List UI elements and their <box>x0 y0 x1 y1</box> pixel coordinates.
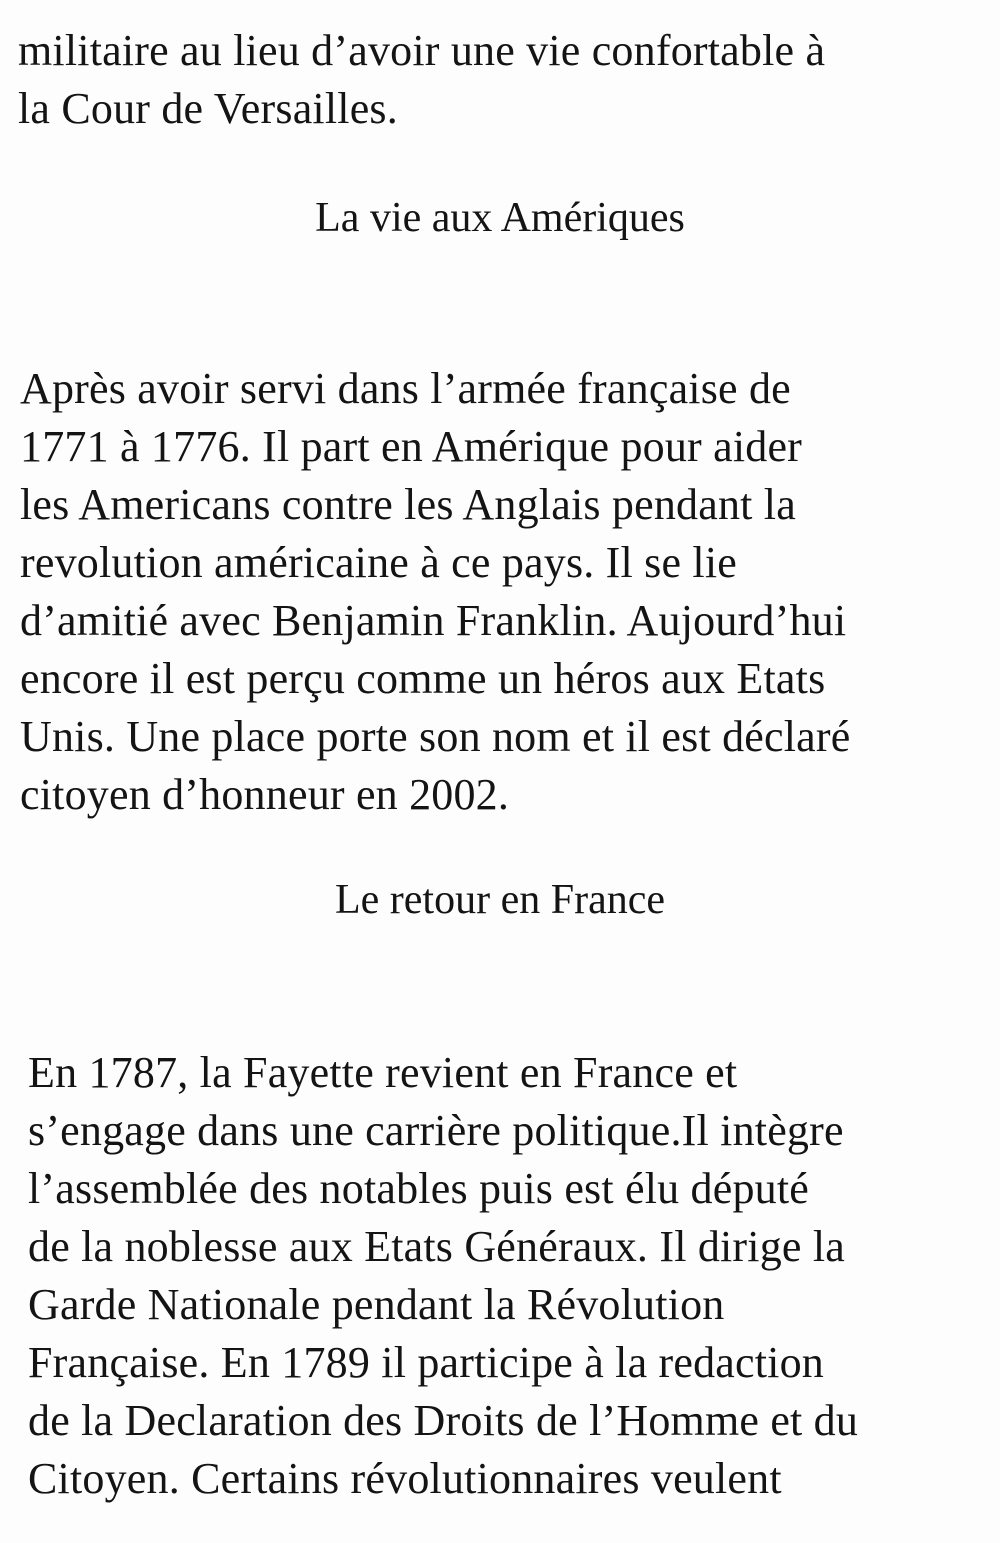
paragraph-line: Unis. Une place porte son nom et il est déclaré <box>20 712 851 761</box>
paragraph-line: Garde Nationale pendant la Révolution <box>28 1280 725 1329</box>
paragraph-line: de la noblesse aux Etats Généraux. Il dirige la <box>28 1222 845 1271</box>
paragraph-line: Citoyen. Certains révolutionnaires veulent <box>28 1454 782 1503</box>
section-heading-retour: Le retour en France <box>335 877 665 923</box>
paragraph-line: d’amitié avec Benjamin Franklin. Aujourd’hui <box>20 596 847 645</box>
paragraph-line: encore il est perçu comme un héros aux Etats <box>20 654 826 703</box>
intro-line: la Cour de Versailles. <box>18 84 398 133</box>
paragraph-line: citoyen d’honneur en 2002. <box>20 770 510 819</box>
intro-line: militaire au lieu d’avoir une vie confortable à <box>18 26 826 75</box>
section-heading-ameriques: La vie aux Amériques <box>315 195 685 241</box>
paragraph-line: de la Declaration des Droits de l’Homme et du <box>28 1396 859 1445</box>
paragraph-line: Après avoir servi dans l’armée française de <box>20 364 791 413</box>
paragraph-line: revolution américaine à ce pays. Il se lie <box>20 538 737 587</box>
paragraph-line: les Americans contre les Anglais pendant la <box>20 480 796 529</box>
paragraph-line: 1771 à 1776. Il part en Amérique pour aider <box>20 422 803 471</box>
paragraph-line: l’assemblée des notables puis est élu député <box>28 1164 810 1213</box>
paragraph-line: s’engage dans une carrière politique.Il intègre <box>28 1106 844 1155</box>
paragraph-line: Française. En 1789 il participe à la redaction <box>28 1338 825 1387</box>
paragraph-line: En 1787, la Fayette revient en France et <box>28 1048 738 1097</box>
